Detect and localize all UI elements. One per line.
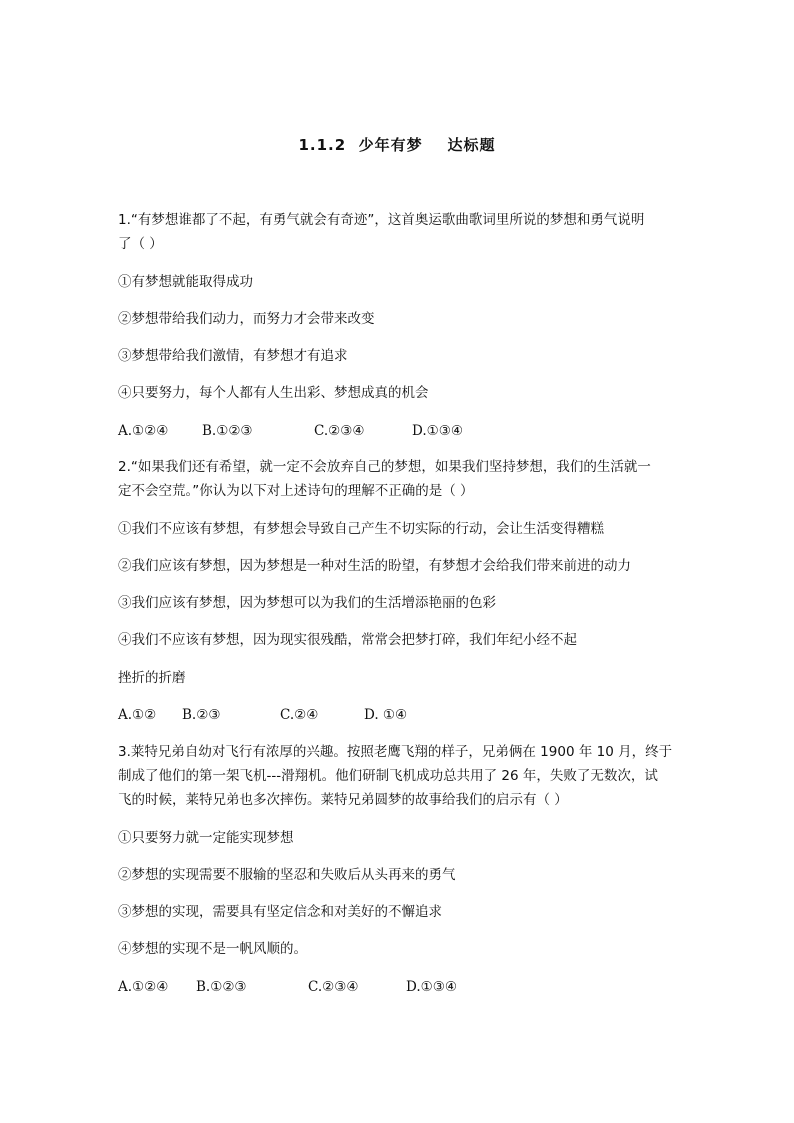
- q1-option-c: C.②③④: [314, 423, 365, 439]
- q3-option-c: C.②③④: [308, 979, 359, 995]
- q2-option-b: B.②③: [182, 707, 221, 723]
- q3-stem-line-2: 制成了他们的第一架飞机---滑翔机。他们研制飞机成功总共用了 26 年，失败了无数次，试: [118, 768, 658, 784]
- q3-option-b: B.①②③: [196, 979, 247, 995]
- q1-stem-line-1: 1.“有梦想谁都了不起，有勇气就会有奇迹”，这首奥运歌曲歌词里所说的梦想和勇气说明: [118, 212, 645, 228]
- q1-option-b: B.①②③: [202, 423, 253, 439]
- q3-item-2: ②梦想的实现需要不服输的坚忍和失败后从头再来的勇气: [118, 867, 456, 883]
- q1-stem-line-2: 了（ ）: [118, 236, 163, 252]
- q2-option-a: A.①②: [118, 707, 157, 723]
- q3-option-a: A.①②④: [118, 979, 169, 995]
- q2-item-4-continued: 挫折的折磨: [118, 670, 186, 686]
- page-title: 1.1.2 少年有梦 达标题: [298, 136, 496, 154]
- q3-options: [118, 975, 680, 999]
- q1-options: [118, 419, 680, 443]
- q2-item-3: ③我们应该有梦想，因为梦想可以为我们的生活增添艳丽的色彩: [118, 595, 496, 611]
- q2-stem-line-2: 定不会空荒。”你认为以下对上述诗句的理解不正确的是（ ）: [118, 483, 474, 499]
- q1-item-4: ④只要努力，每个人都有人生出彩、梦想成真的机会: [118, 385, 429, 401]
- q1-item-1: ①有梦想就能取得成功: [118, 274, 253, 290]
- q2-item-4: ④我们不应该有梦想，因为现实很残酷，常常会把梦打碎，我们年纪小经不起: [118, 632, 577, 648]
- q2-option-c: C.②④: [280, 707, 319, 723]
- q2-item-2: ②我们应该有梦想，因为梦想是一种对生活的盼望，有梦想才会给我们带来前进的动力: [118, 558, 631, 574]
- q2-item-1: ①我们不应该有梦想，有梦想会导致自己产生不切实际的行动，会让生活变得糟糕: [118, 521, 604, 537]
- q3-item-1: ①只要努力就一定能实现梦想: [118, 830, 294, 846]
- q1-item-2: ②梦想带给我们动力，而努力才会带来改变: [118, 311, 375, 327]
- q1-option-a: A.①②④: [118, 423, 169, 439]
- q3-item-4: ④梦想的实现不是一帆风顺的。: [118, 941, 307, 957]
- q2-option-d: D. ①④: [364, 707, 408, 723]
- q3-option-d: D.①③④: [406, 979, 457, 995]
- q1-item-3: ③梦想带给我们激情，有梦想才有追求: [118, 348, 348, 364]
- q3-item-3: ③梦想的实现，需要具有坚定信念和对美好的不懈追求: [118, 904, 442, 920]
- q2-options: [118, 703, 680, 727]
- q2-stem-line-1: 2.“如果我们还有希望，就一定不会放弃自己的梦想，如果我们坚持梦想，我们的生活就一: [118, 459, 651, 475]
- q1-option-d: D.①③④: [412, 423, 463, 439]
- q3-stem-line-3: 飞的时候，莱特兄弟也多次摔伤。莱特兄弟圆梦的故事给我们的启示有（ ）: [118, 792, 568, 808]
- q3-stem-line-1: 3.莱特兄弟自幼对飞行有浓厚的兴趣。按照老鹰飞翔的样子，兄弟俩在 1900 年 10 月，终于: [118, 744, 673, 760]
